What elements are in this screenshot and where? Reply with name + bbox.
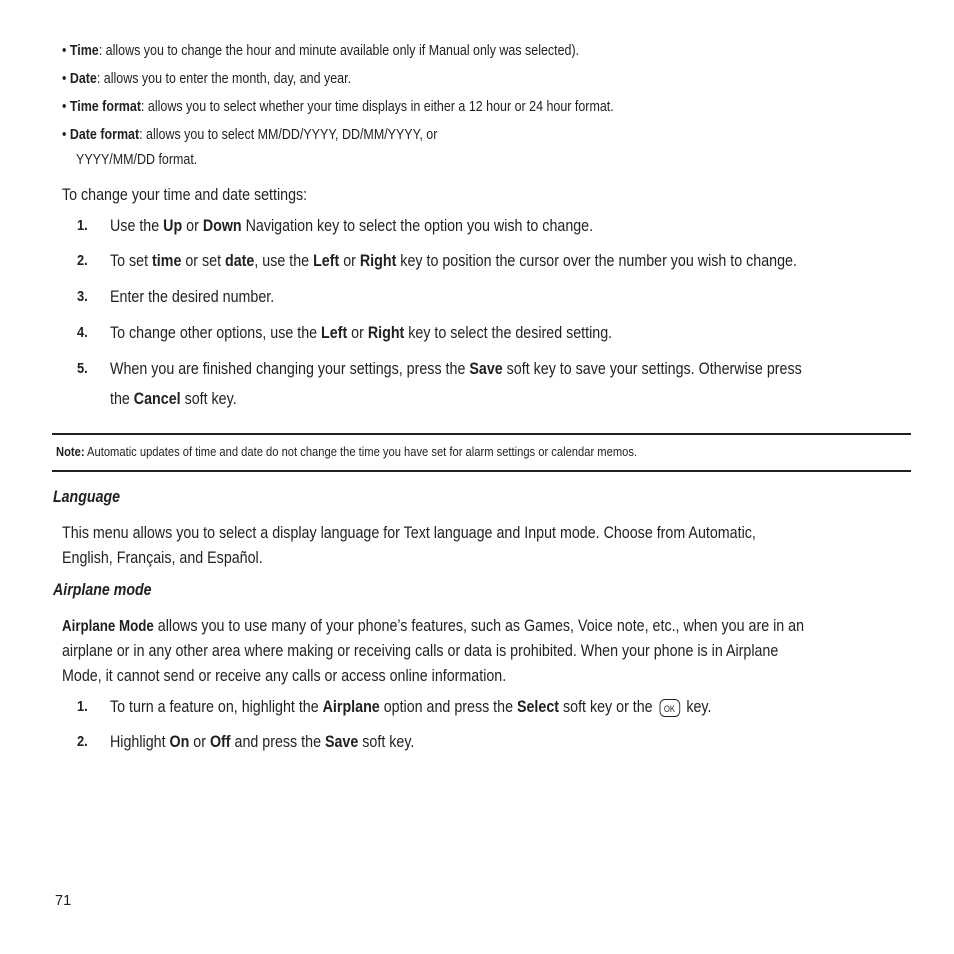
note (56, 444, 732, 459)
airplane-heading: Airplane mode (53, 581, 152, 599)
language-heading: Language (53, 488, 121, 506)
airplane-paragraph-line2: airplane or in any other area where making or receiving calls or data is prohibited. When your phone is in Airplane (62, 641, 779, 660)
step-number: 3. (77, 288, 88, 305)
step-number: 2. (77, 252, 88, 269)
bullet-term: Date format (69, 127, 140, 143)
note-text: Automatic updates of time and date do not change the time you have set for alarm settings or calendar memos. (84, 444, 638, 459)
step-4-text: To change other options, use the Left or Right key to select the desired setting. (110, 323, 613, 342)
note-label: Note: (56, 444, 85, 459)
bullet-term: Date (69, 71, 97, 87)
ok-key-icon: OK (659, 699, 680, 717)
note-top-rule (52, 433, 911, 435)
step-number: 5. (77, 360, 88, 377)
bullet-date-format: • Date format: allows you to select MM/DD/YYYY, DD/MM/YYYY, or (62, 127, 438, 143)
intro-text: To change your time and date settings: (62, 185, 308, 204)
bullet-text: : allows you to select MM/DD/YYYY, DD/MM/YYYY, or (139, 127, 438, 143)
step-number: 4. (77, 324, 88, 341)
airplane-paragraph-line3: Mode, it cannot send or receive any calls or access online information. (62, 666, 507, 685)
step-1-text: Use the Up or Down Navigation key to select the option you wish to change. (110, 216, 594, 235)
bullet-time-format: • Time format: allows you to select whether your time displays in either a 12 hour or 24 hour format. (62, 99, 614, 115)
step-number: 1. (77, 217, 88, 234)
bullet-term: Time (69, 43, 99, 59)
step-number: 1. (77, 698, 88, 715)
airplane-paragraph: Airplane Mode allows you to use many of your phone’s features, such as Games, Voice note, etc., when you are in an (62, 616, 805, 635)
language-text-line2: English, Français, and Español. (62, 548, 263, 567)
step-3-text: Enter the desired number. (110, 287, 275, 306)
bullet-text: : allows you to select whether your time displays in either a 12 hour or 24 hour format. (140, 99, 614, 115)
note-bottom-rule (52, 470, 911, 472)
bullet-text: : allows you to change the hour and minute available only if Manual only was selected). (98, 43, 580, 59)
bullet-text: : allows you to enter the month, day, and year. (96, 71, 352, 87)
step-2-text: To set time or set date, use the Left or Right key to position the cursor over the number you wish to change. (110, 251, 797, 270)
step-5-text: When you are finished changing your settings, press the Save soft key to save your settings. Otherwise press (110, 359, 802, 378)
bullet-continuation: YYYY/MM/DD format. (76, 152, 198, 168)
airplane-step-1-text: To turn a feature on, highlight the Airplane option and press the Select soft key or the OK key. (110, 697, 712, 716)
page-number: 71 (55, 893, 72, 909)
bullet-date: • Date: allows you to enter the month, day, and year. (62, 71, 352, 87)
bullet-term: Time format (69, 99, 141, 115)
language-text: This menu allows you to select a display language for Text language and Input mode. Choose from Automatic, (62, 523, 756, 542)
step-5-text-line2: the Cancel soft key. (110, 389, 237, 408)
airplane-step-2-text: Highlight On or Off and press the Save soft key. (110, 732, 415, 751)
step-number: 2. (77, 733, 88, 750)
bullet-time: • Time: allows you to change the hour and minute available only if Manual only was selected). (62, 43, 580, 59)
